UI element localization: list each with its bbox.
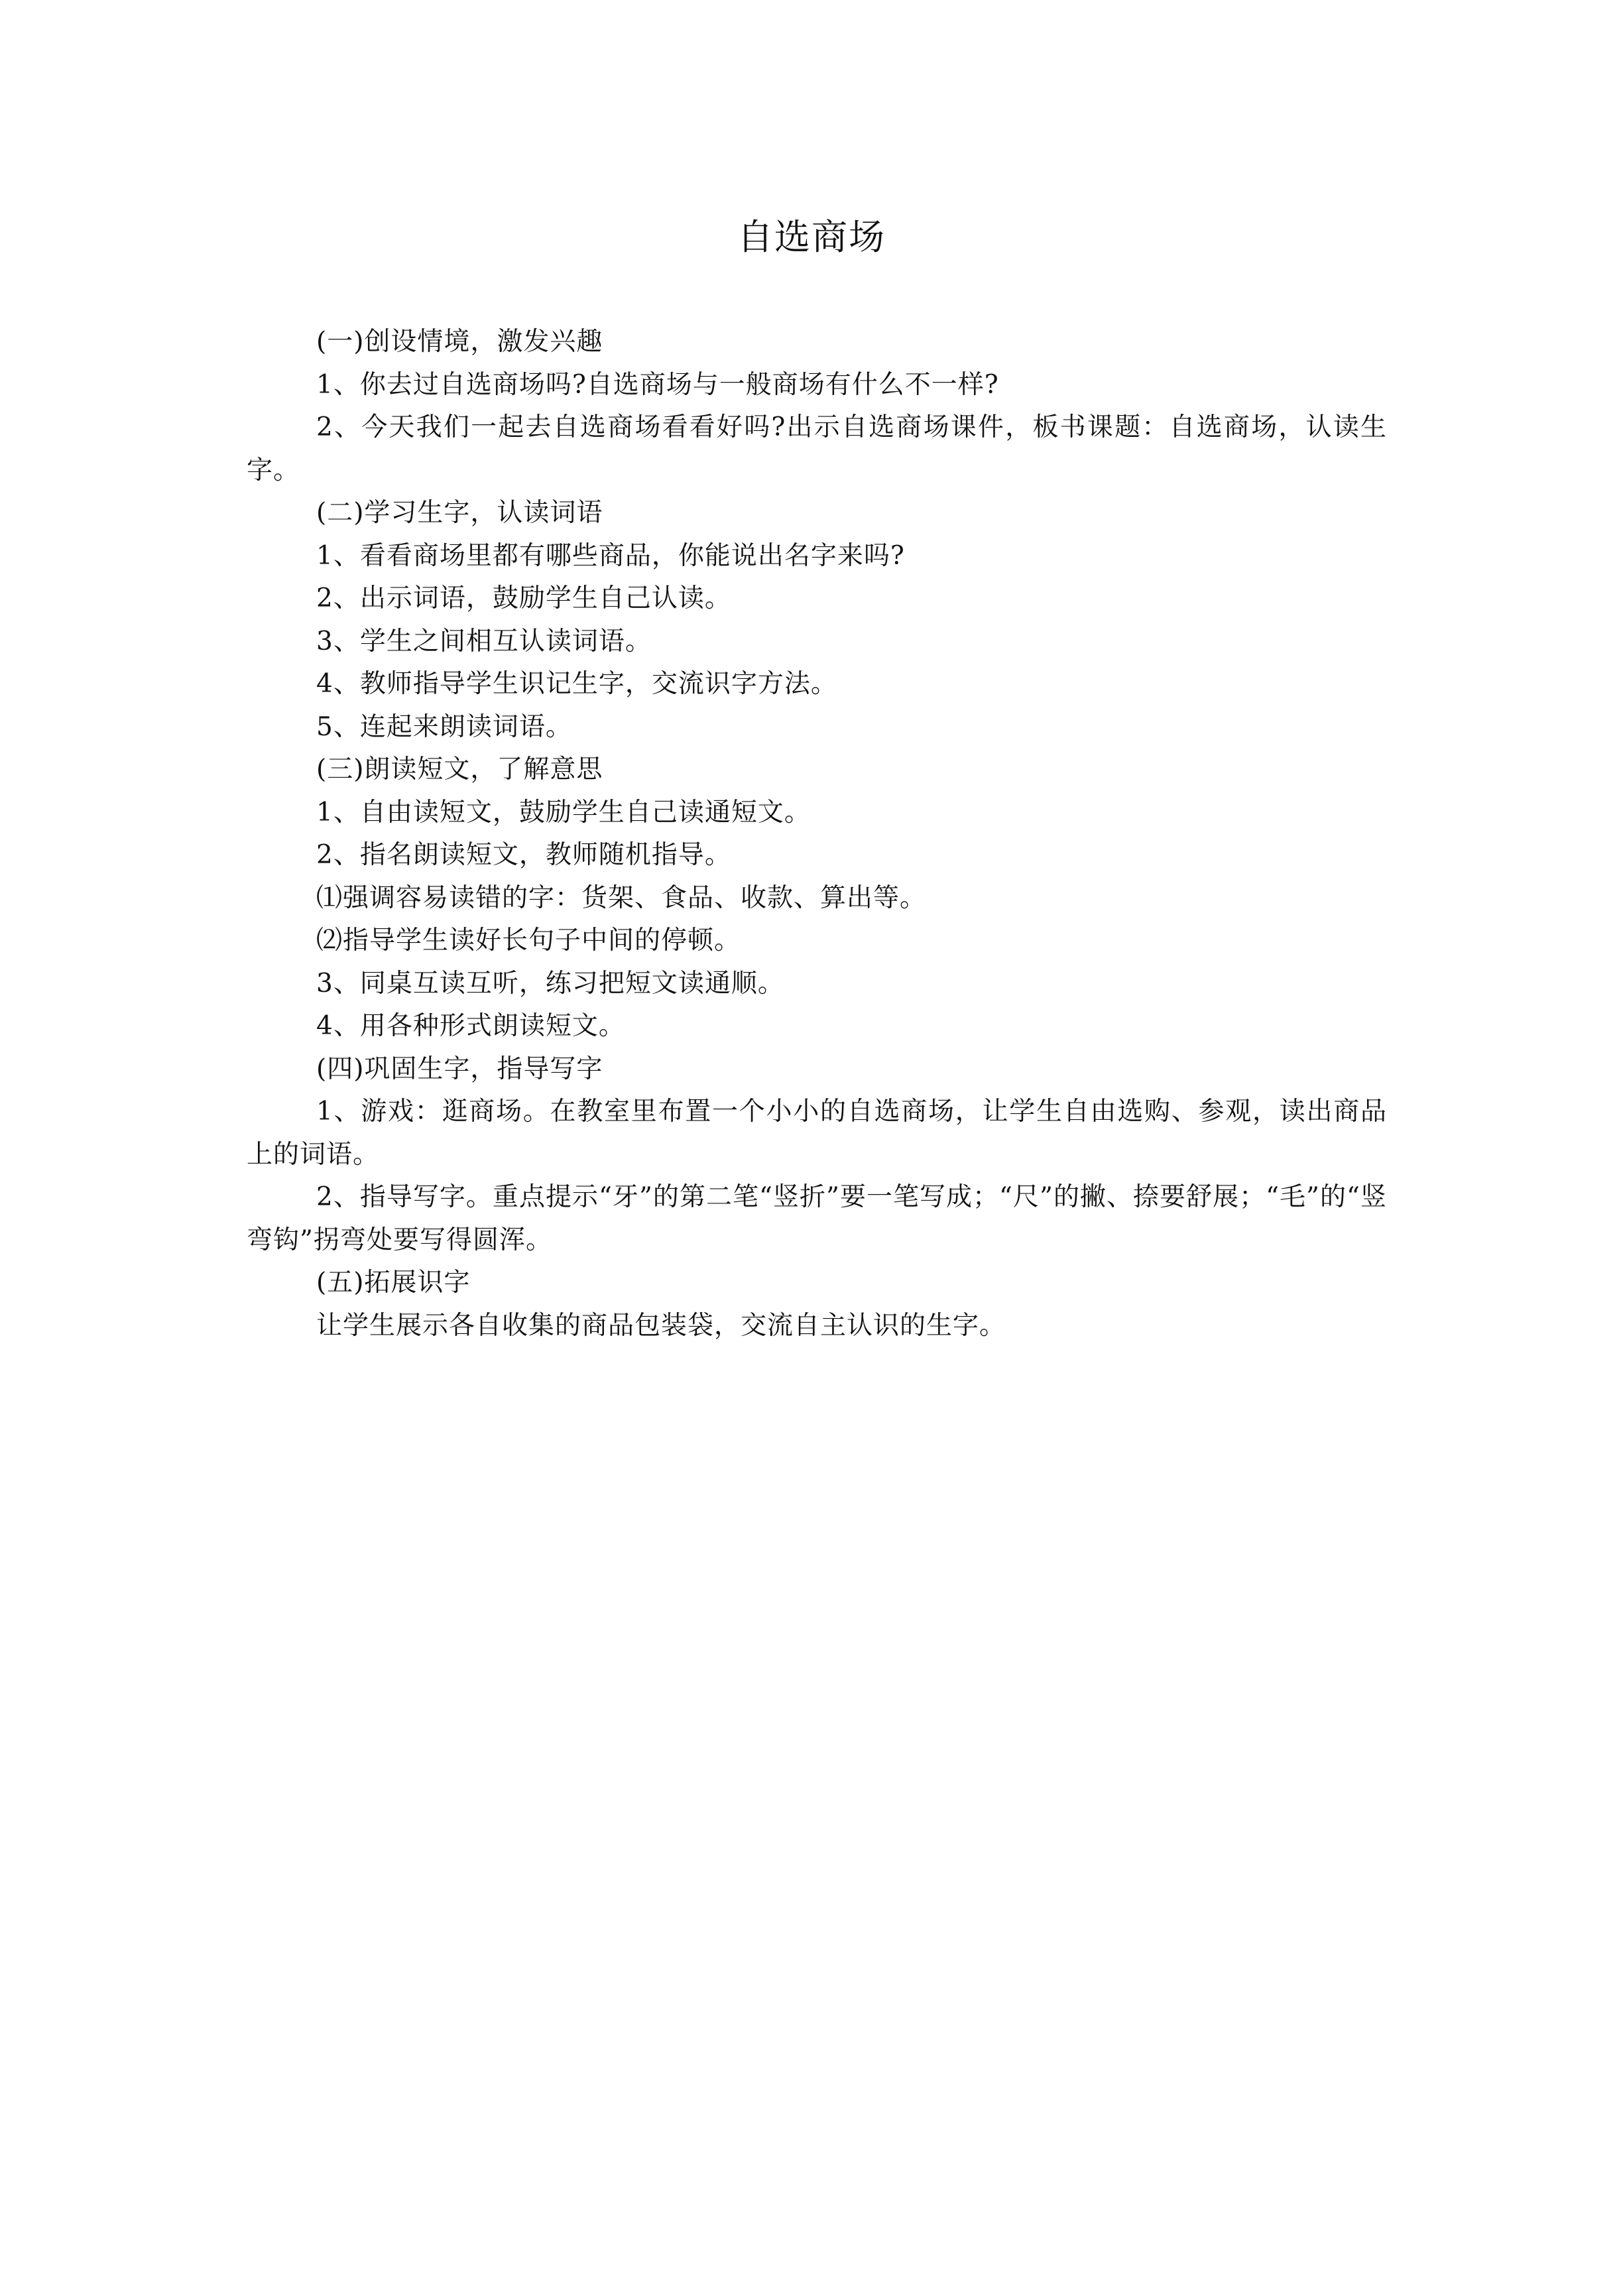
paragraph: ⑵指导学生读好长句子中间的停顿。 <box>316 926 741 955</box>
paragraph: 2、出示词语，鼓励学生自己认读。 <box>316 583 731 613</box>
document-title: 自选商场 <box>737 216 886 258</box>
paragraph-section-1-heading: (一)创设情境，激发兴趣 <box>316 327 603 357</box>
paragraph-section-5-heading: (五)拓展识字 <box>316 1268 471 1298</box>
document-body <box>247 321 1387 1347</box>
paragraph-section-3-heading: (三)朗读短文，了解意思 <box>316 755 603 784</box>
paragraph: 4、用各种形式朗读短文。 <box>316 1011 625 1041</box>
paragraph: 2、指导写字。重点提示“牙”的第二笔“竖折”要一笔写成；“尺”的撇、捺要舒展；“毛”的“竖弯钩”拐弯处要写得圆浑。 <box>247 1182 1387 1255</box>
paragraph: 2、今天我们一起去自选商场看看好吗?出示自选商场课件，板书课题：自选商场，认读生字。 <box>247 412 1387 485</box>
paragraph: 让学生展示各自收集的商品包装袋，交流自主认识的生字。 <box>316 1310 1006 1341</box>
paragraph: 3、同桌互读互听，练习把短文读通顺。 <box>316 968 784 998</box>
paragraph-section-4-heading: (四)巩固生字，指导写字 <box>316 1054 603 1084</box>
paragraph: 1、看看商场里都有哪些商品，你能说出名字来吗? <box>316 540 905 571</box>
paragraph: 3、学生之间相互认读词语。 <box>316 626 652 656</box>
paragraph: 4、教师指导学生识记生字，交流识字方法。 <box>316 669 837 699</box>
paragraph: 5、连起来朗读词语。 <box>316 711 572 742</box>
paragraph: 1、你去过自选商场吗?自选商场与一般商场有什么不一样? <box>316 369 999 400</box>
paragraph: ⑴强调容易读错的字：货架、食品、收款、算出等。 <box>316 882 927 913</box>
paragraph-section-2-heading: (二)学习生字，认读词语 <box>316 498 603 528</box>
paragraph: 2、指名朗读短文，教师随机指导。 <box>316 840 731 870</box>
paragraph: 1、自由读短文，鼓励学生自己读通短文。 <box>316 797 811 827</box>
paragraph: 1、游戏：逛商场。在教室里布置一个小小的自选商场，让学生自由选购、参观，读出商品上的词语。 <box>247 1097 1387 1170</box>
